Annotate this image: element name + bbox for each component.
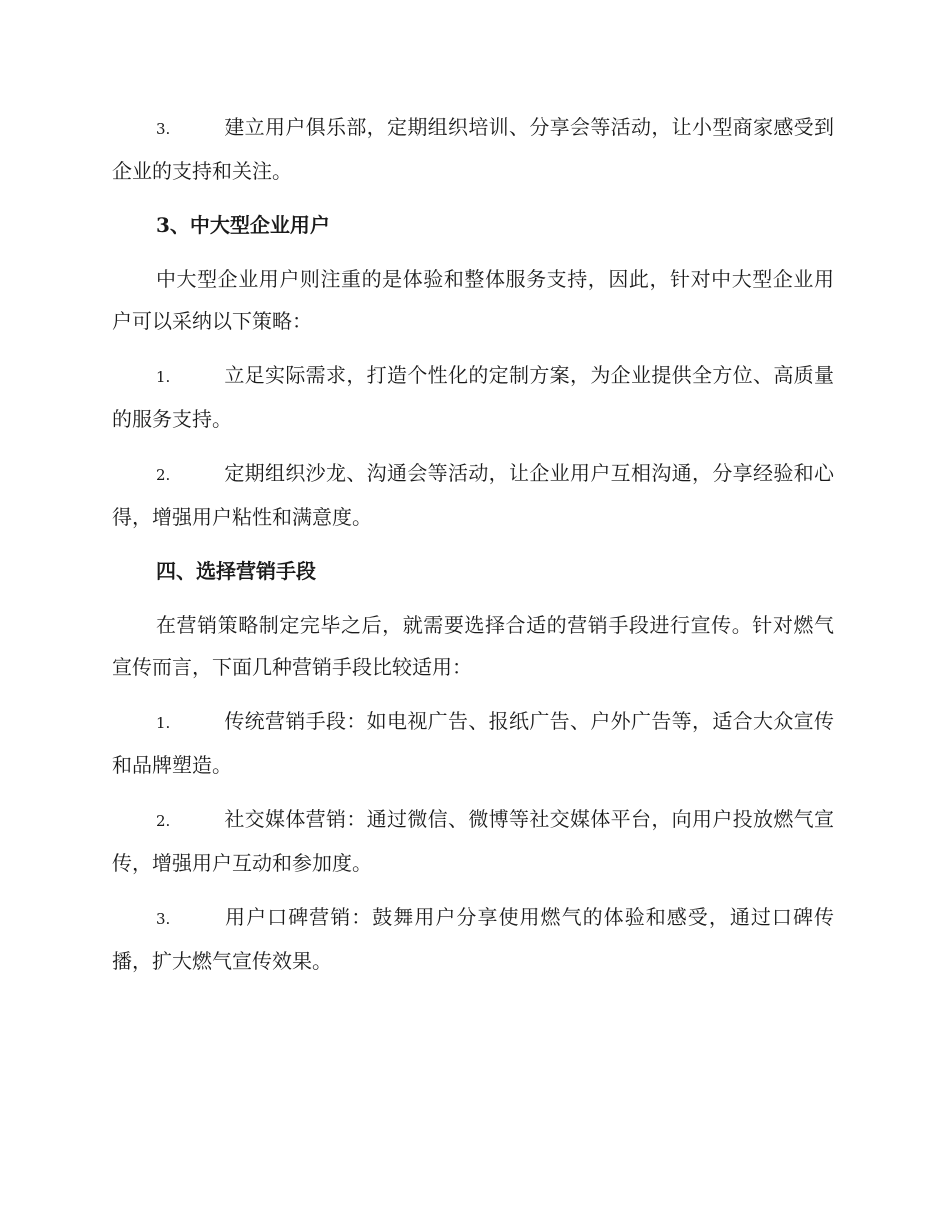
list-item-text: 立足实际需求，打造个性化的定制方案，为企业提供全方位、高质量的服务支持。 xyxy=(112,363,834,431)
list-number: 2. xyxy=(156,812,171,830)
paragraph: 在营销策略制定完毕之后，就需要选择合适的营销手段进行宣传。针对燃气宣传而言，下面几种营销手段比较适用： xyxy=(112,613,834,679)
list-item xyxy=(112,798,834,884)
list-item-text: 定期组织沙龙、沟通会等活动，让企业用户互相沟通，分享经验和心得，增强用户粘性和满意度。 xyxy=(112,461,834,529)
list-item-text: 建立用户俱乐部，定期组织培训、分享会等活动，让小型商家感受到企业的支持和关注。 xyxy=(112,115,834,183)
list-item-text: 社交媒体营销：通过微信、微博等社交媒体平台，向用户投放燃气宣传，增强用户互动和参加度。 xyxy=(112,807,834,875)
list-number: 1. xyxy=(156,368,171,386)
list-item-text: 传统营销手段：如电视广告、报纸广告、户外广告等，适合大众宣传和品牌塑造。 xyxy=(112,709,834,777)
list-item xyxy=(112,452,834,538)
list-number: 1. xyxy=(156,714,171,732)
list-number: 2. xyxy=(156,466,171,484)
section-heading: 3、中大型企业用户 xyxy=(156,213,330,237)
list-item xyxy=(112,354,834,440)
paragraph: 中大型企业用户则注重的是体验和整体服务支持，因此，针对中大型企业用户可以采纳以下策略： xyxy=(112,267,834,333)
list-item xyxy=(112,896,834,982)
list-item-text: 用户口碑营销：鼓舞用户分享使用燃气的体验和感受，通过口碑传播，扩大燃气宣传效果。 xyxy=(112,905,834,973)
section-heading: 四、选择营销手段 xyxy=(156,559,316,583)
list-item xyxy=(112,700,834,786)
list-number: 3. xyxy=(156,120,171,138)
list-number: 3. xyxy=(156,910,171,928)
document-page xyxy=(112,106,834,994)
list-item xyxy=(112,106,834,192)
